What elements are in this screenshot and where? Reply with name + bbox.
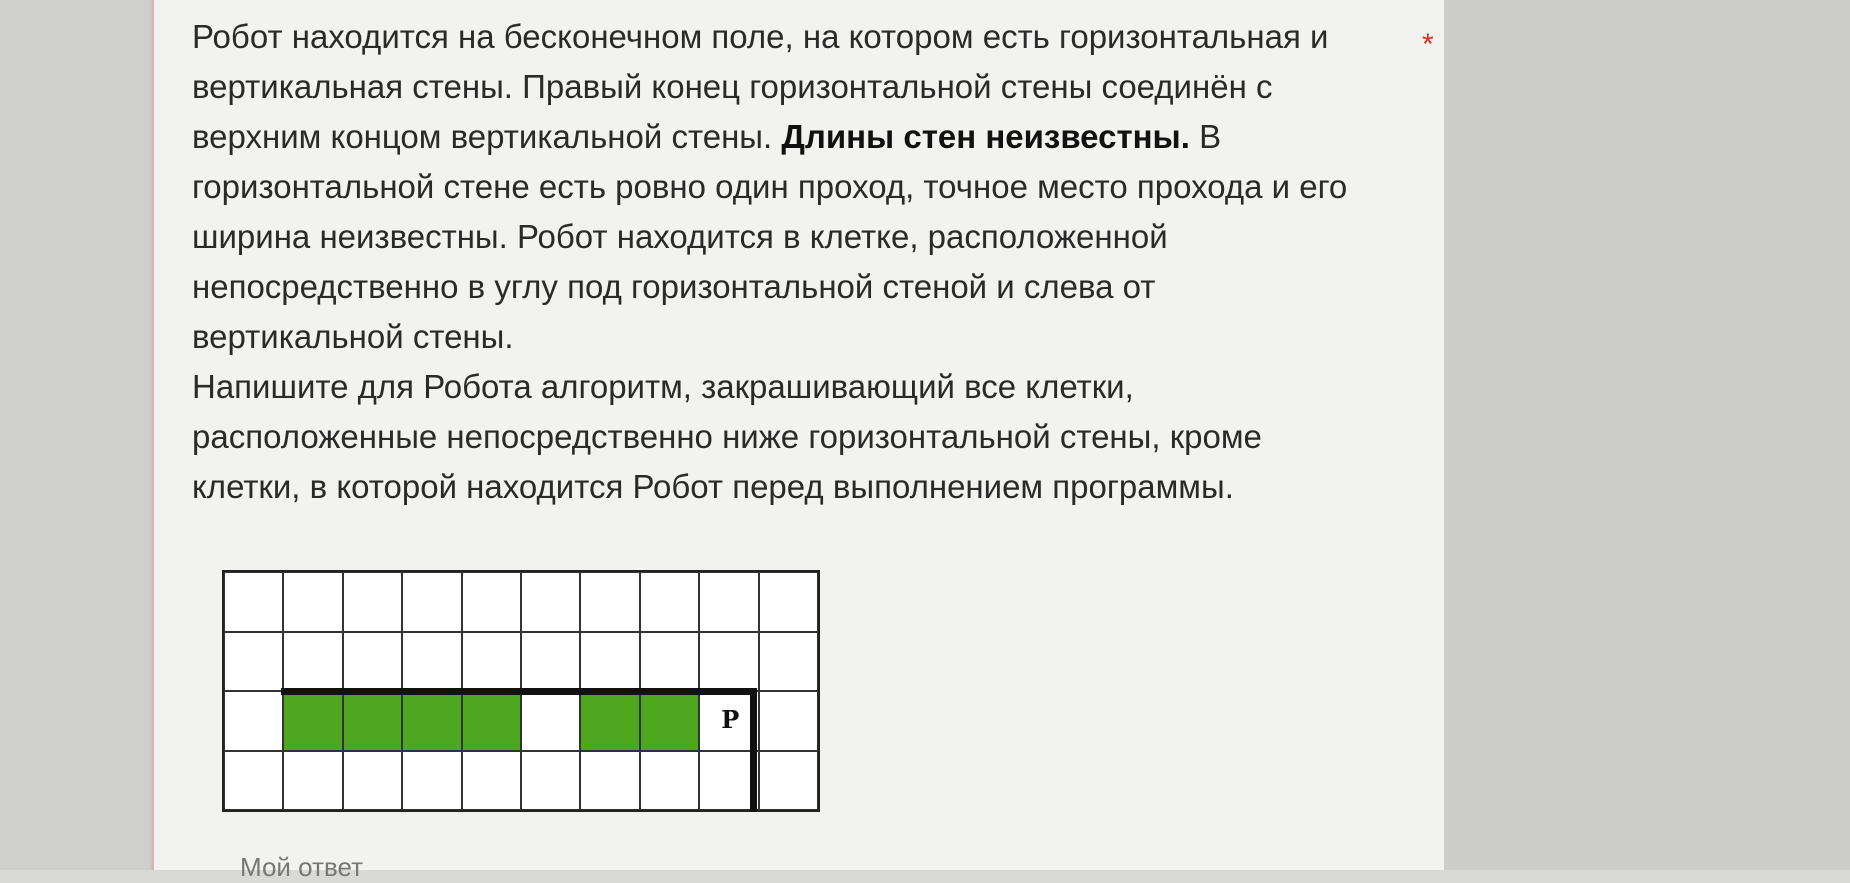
grid-cell (699, 632, 758, 692)
horizontal-wall (281, 688, 754, 695)
grid-cell (343, 572, 402, 632)
robot-marker: Р (721, 705, 740, 735)
painted-cell (640, 691, 699, 751)
grid-cell (521, 632, 580, 692)
grid-cell (224, 691, 283, 751)
grid-cell (462, 751, 521, 811)
grid-cell (283, 572, 342, 632)
grid-cell (521, 751, 580, 811)
grid-cell (224, 751, 283, 811)
grid-cell (521, 691, 580, 751)
grid-cell (759, 572, 818, 632)
grid-cell (580, 572, 639, 632)
grid-cell (283, 751, 342, 811)
robot-field-diagram (222, 570, 820, 812)
question-text-part: Робот находится на бесконечном поле, на котором есть горизонтальная и вертикальная стены. Правый конец горизонтальной стены соединён с верхним концом вертикальной стены. (192, 18, 1329, 155)
question-text (192, 12, 1352, 512)
vertical-wall (750, 688, 757, 812)
grid-cell (759, 632, 818, 692)
grid-cell (402, 632, 461, 692)
background-left (0, 0, 150, 870)
grid-cell (462, 572, 521, 632)
grid-cell (402, 751, 461, 811)
grid-cell (283, 632, 342, 692)
question-bold-text: Длины стен неизвестны. (781, 118, 1190, 155)
grid-cell (640, 572, 699, 632)
painted-cell (343, 691, 402, 751)
grid-cell (759, 751, 818, 811)
grid-cell (343, 632, 402, 692)
painted-cell (402, 691, 461, 751)
grid-cell (759, 691, 818, 751)
question-paragraph-1 (192, 12, 1352, 362)
question-card (150, 0, 1446, 882)
card-accent (152, 0, 154, 870)
question-text-part: В горизонтальной стене есть ровно один проход, точное место прохода и его ширина неизвестны. Робот находится в клетке, расположенной непосредственно в углу под горизонтальной стеной и слева от вертикальной стены. (192, 118, 1348, 355)
background-right (1444, 0, 1850, 870)
grid-cell (462, 632, 521, 692)
grid-cell (699, 572, 758, 632)
required-asterisk: * (1422, 28, 1434, 61)
grid-cell (224, 632, 283, 692)
grid-cell (640, 751, 699, 811)
grid-cell (402, 572, 461, 632)
question-paragraph-2: Напишите для Робота алгоритм, закрашивающий все клетки, расположенные непосредственно ниже горизонтальной стены, кроме клетки, в которой находится Робот перед выполнением программы. (192, 368, 1262, 505)
grid-cell (640, 632, 699, 692)
grid-cell (343, 751, 402, 811)
grid-cell (224, 572, 283, 632)
painted-cell (283, 691, 342, 751)
grid-cell (580, 632, 639, 692)
grid-cell (580, 751, 639, 811)
grid-cell (521, 572, 580, 632)
painted-cell (580, 691, 639, 751)
answer-field-label: Мой ответ (240, 852, 363, 882)
painted-cell (462, 691, 521, 751)
